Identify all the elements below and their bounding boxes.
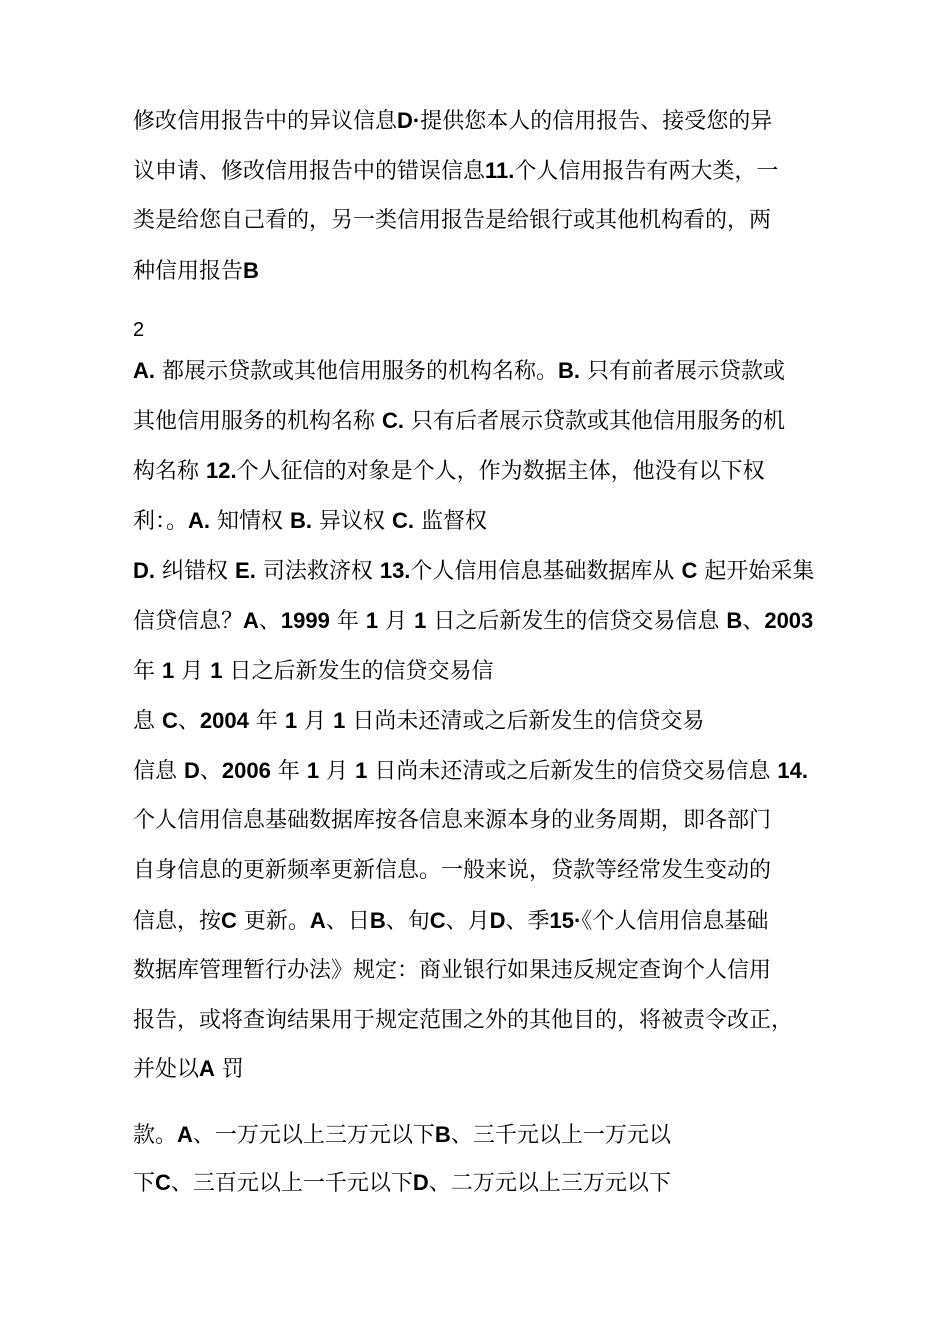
bold-run: 15· xyxy=(549,908,582,933)
text-line-16 xyxy=(133,906,853,937)
text-run: 下 xyxy=(133,1171,156,1196)
bold-run: C xyxy=(429,908,446,933)
text-line-8 xyxy=(133,506,853,537)
bold-run: 14. xyxy=(777,758,809,783)
text-run: 月 xyxy=(385,609,408,634)
text-run: 月 xyxy=(181,659,204,684)
text-line-13 xyxy=(133,756,853,787)
text-run: 种信用报告 xyxy=(133,259,244,284)
bold-run: D xyxy=(412,1170,429,1195)
bold-run: 1 xyxy=(284,708,298,733)
text-line-19 xyxy=(133,1054,853,1085)
text-run: 纠错权 xyxy=(162,559,229,584)
text-run: 并处以 xyxy=(133,1057,200,1082)
text-run: 款。 xyxy=(133,1123,178,1148)
bold-run: A. xyxy=(133,358,155,383)
text-line-12 xyxy=(133,706,853,737)
text-line-5 xyxy=(133,356,853,387)
text-run: 、 xyxy=(742,609,765,634)
text-run: 报告，或将查询结果用于规定范围之外的其他目的，将被责令改正， xyxy=(133,1008,794,1033)
text-line-3 xyxy=(133,206,853,236)
text-run: 只有前者展示贷款或 xyxy=(587,359,786,384)
bold-run: 1 xyxy=(365,608,379,633)
text-run: 知情权 xyxy=(217,509,284,534)
bold-run: B xyxy=(243,258,259,283)
page-number: 2 xyxy=(133,319,145,341)
bold-run: C xyxy=(681,558,698,583)
bold-run: C. xyxy=(382,408,405,433)
bold-run: 13. xyxy=(379,558,411,583)
text-run: 构名称 xyxy=(133,459,200,484)
text-run: 、三千元以上一万元以 xyxy=(450,1123,671,1148)
bold-run: 1999 xyxy=(280,608,330,633)
text-run: 、 xyxy=(199,759,222,784)
bold-run: 2006 xyxy=(221,758,271,783)
text-run: 数据库管理暂行办法》规定：商业银行如果违反规定查询个人信用 xyxy=(133,958,772,983)
text-run: 信贷信息？ xyxy=(133,609,244,634)
text-run: 罚 xyxy=(221,1057,244,1082)
bold-run: D. xyxy=(133,558,155,583)
bold-run: D xyxy=(489,908,506,933)
text-run: 息 xyxy=(133,709,156,734)
text-line-21 xyxy=(133,1168,853,1199)
text-run: 月 xyxy=(326,759,349,784)
text-run: 、 xyxy=(258,609,281,634)
text-run: 信息，按 xyxy=(133,909,222,934)
text-run: 信息 xyxy=(133,759,178,784)
bold-run: 11. xyxy=(485,158,515,183)
text-line-6 xyxy=(133,406,853,437)
text-run: 个人信用信息基础数据库按各信息来源本身的业务周期，即各部门 xyxy=(133,808,772,833)
text-run: 个人征信的对象是个人，作为数据主体，他没有以下权 xyxy=(236,459,765,484)
text-line-2 xyxy=(133,156,853,187)
bold-run: B. xyxy=(558,358,581,383)
bold-run: B xyxy=(726,608,743,633)
bold-run: 2004 xyxy=(199,708,249,733)
text-run: 年 xyxy=(133,659,156,684)
text-run: 月 xyxy=(304,709,327,734)
text-run: 、三百元以上一千元以下 xyxy=(170,1171,413,1196)
text-run: 日之后新发生的信贷交易信息 xyxy=(433,609,720,634)
text-line-4 xyxy=(133,256,853,287)
text-run: 异议权 xyxy=(319,509,386,534)
text-run: 只有后者展示贷款或其他信用服务的机 xyxy=(411,409,786,434)
bold-run: E. xyxy=(235,558,256,583)
text-run: 日之后新发生的信贷交易信 xyxy=(229,659,494,684)
text-run: 、月 xyxy=(445,909,490,934)
bold-run: A xyxy=(243,608,259,633)
bold-run: 1 xyxy=(306,758,320,783)
text-run: 年 xyxy=(255,709,278,734)
text-run: 个人信用报告有两大类，一 xyxy=(514,159,779,184)
text-run: 、一万元以上三万元以下 xyxy=(192,1123,435,1148)
text-run: 、季 xyxy=(505,909,550,934)
bold-run: A. xyxy=(188,508,211,533)
bold-run: B xyxy=(434,1122,451,1147)
bold-run: D xyxy=(184,758,200,783)
text-run: 司法救济权 xyxy=(262,559,373,584)
bold-run: B. xyxy=(290,508,313,533)
bold-run: A xyxy=(309,908,326,933)
bold-run: C xyxy=(155,1170,171,1195)
text-run: 日尚未还清或之后新发生的信贷交易 xyxy=(352,709,705,734)
text-line-20 xyxy=(133,1120,853,1151)
bold-run: 1 xyxy=(162,658,175,683)
text-run: 更新。 xyxy=(243,909,310,934)
bold-run: C xyxy=(221,908,237,933)
text-run: 年 xyxy=(336,609,359,634)
bold-run: 1 xyxy=(414,608,427,633)
bold-run: A xyxy=(177,1122,193,1147)
bold-run: 1 xyxy=(210,658,223,683)
text-run: 日尚未还清或之后新发生的信贷交易信息 xyxy=(374,759,771,784)
text-line-11 xyxy=(133,656,853,687)
text-run: 自身信息的更新频率更新信息。一般来说，贷款等经常发生变动的 xyxy=(133,858,772,883)
text-run: 、二万元以上三万元以下 xyxy=(428,1171,671,1196)
text-run: 监督权 xyxy=(421,509,488,534)
text-run: 类是给您自己看的，另一类信用报告是给银行或其他机构看的，两 xyxy=(133,208,772,233)
text-line-7 xyxy=(133,456,853,487)
text-line-1 xyxy=(133,106,853,137)
text-line-15 xyxy=(133,856,853,886)
text-run: 都展示贷款或其他信用服务的机构名称。 xyxy=(162,359,559,384)
text-line-17 xyxy=(133,956,853,986)
text-run: 、旬 xyxy=(385,909,430,934)
bold-run: A xyxy=(199,1056,215,1081)
text-run: 、日 xyxy=(325,909,370,934)
text-line-10 xyxy=(133,606,853,637)
bold-run: 2003 xyxy=(764,608,814,633)
bold-run: D· xyxy=(397,108,421,133)
text-run: 其他信用服务的机构名称 xyxy=(133,409,376,434)
text-run: 利：。 xyxy=(133,509,189,534)
text-run: 议申请、修改信用报告中的错误信息 xyxy=(133,159,486,184)
bold-run: 1 xyxy=(333,708,346,733)
text-run: 个人信用信息基础数据库从 xyxy=(410,559,675,584)
text-line-14 xyxy=(133,806,853,836)
bold-run: 1 xyxy=(355,758,368,783)
text-run: 修改信用报告中的异议信息 xyxy=(133,109,398,134)
text-run: 、 xyxy=(177,709,200,734)
text-line-18 xyxy=(133,1006,853,1036)
text-run: 起开始采集 xyxy=(704,559,815,584)
bold-run: C. xyxy=(392,508,415,533)
text-run: 提供您本人的信用报告、接受您的异 xyxy=(420,109,773,134)
text-line-9 xyxy=(133,556,853,587)
text-run: 年 xyxy=(277,759,300,784)
bold-run: C xyxy=(162,708,178,733)
text-run: 《个人信用信息基础 xyxy=(581,909,769,934)
bold-run: 12. xyxy=(206,458,237,483)
bold-run: B xyxy=(369,908,386,933)
